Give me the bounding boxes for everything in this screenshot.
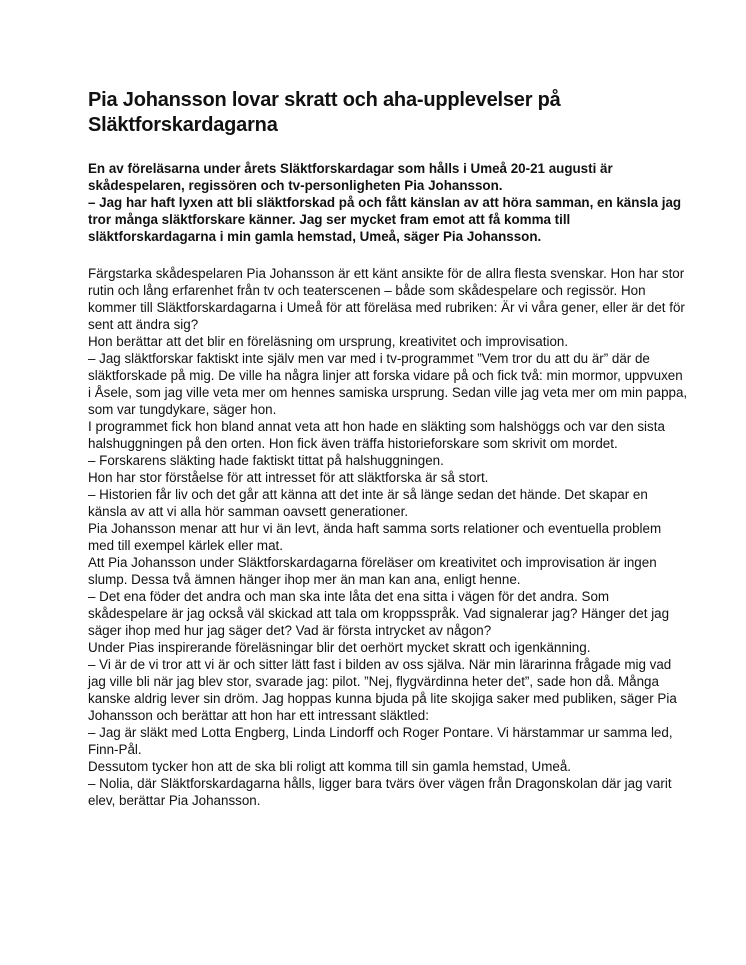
body-paragraph: – Historien får liv och det går att känna att det inte är så länge sedan det hände. Det skapar en känsla av att vi alla hör samman oavsett generationer. bbox=[88, 487, 648, 519]
body-paragraph: I programmet fick hon bland annat veta att hon hade en släkting som halshöggs och var den sista halshuggningen på den orten. Hon fick även träffa historieforskare som skrivit om mordet. bbox=[88, 419, 665, 451]
ingress-paragraph: En av föreläsarna under årets Släktforskardagar som hålls i Umeå 20-21 augusti är skådespelaren, regissören och tv-personligheten Pia Johansson. bbox=[88, 161, 613, 193]
body-paragraph: – Jag är släkt med Lotta Engberg, Linda Lindorff och Roger Pontare. Vi härstammar ur samma led, Finn-Pål. bbox=[88, 725, 673, 757]
body-paragraph: – Jag släktforskar faktiskt inte själv men var med i tv-programmet ”Vem tror du att du är” där de släktforskade på mig. De ville ha några linjer att forska vidare på och fick två: min mormor, uppvuxen i Åsele, som jag ville veta mer om hennes samiska ursprung. Sedan ville jag veta mer om min pappa, som var tungdykare, säger hon. bbox=[88, 351, 688, 417]
body-paragraph: Hon har stor förståelse för att intresset för att släktforska är så stort. bbox=[88, 470, 489, 485]
body-paragraph: – Forskarens släkting hade faktiskt tittat på halshuggningen. bbox=[88, 453, 444, 468]
article-title: Pia Johansson lovar skratt och aha-upplevelser på Släktforskardagarna bbox=[88, 89, 561, 136]
body-paragraph: Dessutom tycker hon att de ska bli roligt att komma till sin gamla hemstad, Umeå. bbox=[88, 759, 571, 774]
body-paragraph: – Det ena föder det andra och man ska inte låta det ena sitta i vägen för det andra. Som skådespelare är jag också väl skickad att tala om kroppsspråk. Vad signalerar jag? Hänger det jag säger ihop med hur jag säger det? Vad är första intrycket av någon? bbox=[88, 589, 670, 638]
article-ingress bbox=[88, 160, 688, 245]
body-paragraph: – Nolia, där Släktforskardagarna hålls, ligger bara tvärs över vägen från Dragonskolan där jag varit elev, berättar Pia Johansson. bbox=[88, 776, 672, 808]
body-paragraph: Färgstarka skådespelaren Pia Johansson är ett känt ansikte för de allra flesta svenskar. Hon har stor rutin och lång erfarenhet från tv och teaterscenen – både som skådespelare och regissör. Hon kommer till Släktforskardagarna i Umeå för att föreläsa med rubriken: Är vi våra gener, eller är det för sent att ändra sig? bbox=[88, 266, 685, 332]
body-paragraph: Hon berättar att det blir en föreläsning om ursprung, kreativitet och improvisation. bbox=[88, 334, 569, 349]
document-page bbox=[88, 88, 688, 809]
body-paragraph: Pia Johansson menar att hur vi än levt, ända haft samma sorts relationer och eventuella problem med till exempel kärlek eller mat. bbox=[88, 521, 662, 553]
article-body bbox=[88, 265, 688, 809]
body-paragraph: – Vi är de vi tror att vi är och sitter lätt fast i bilden av oss själva. När min lärarinna frågade mig vad jag ville bli när jag blev stor, svarade jag: pilot. ”Nej, flygvärdinna heter det”, sade hon då. Många kanske aldrig lever sin dröm. Jag hoppas kunna bjuda på lite skojiga saker med publiken, säger Pia Johansson och berättar att hon har ett intressant släktled: bbox=[88, 657, 677, 723]
ingress-paragraph: – Jag har haft lyxen att bli släktforskad på och fått känslan av att höra samman, en känsla jag tror många släktforskare känner. Jag ser mycket fram emot att få komma till släktforskardagarna i min gamla hemstad, Umeå, säger Pia Johansson. bbox=[88, 195, 682, 244]
body-paragraph: Under Pias inspirerande föreläsningar blir det oerhört mycket skratt och igenkänning. bbox=[88, 640, 591, 655]
body-paragraph: Att Pia Johansson under Släktforskardagarna föreläser om kreativitet och improvisation är ingen slump. Dessa två ämnen hänger ihop mer än man kan ana, enligt henne. bbox=[88, 555, 657, 587]
